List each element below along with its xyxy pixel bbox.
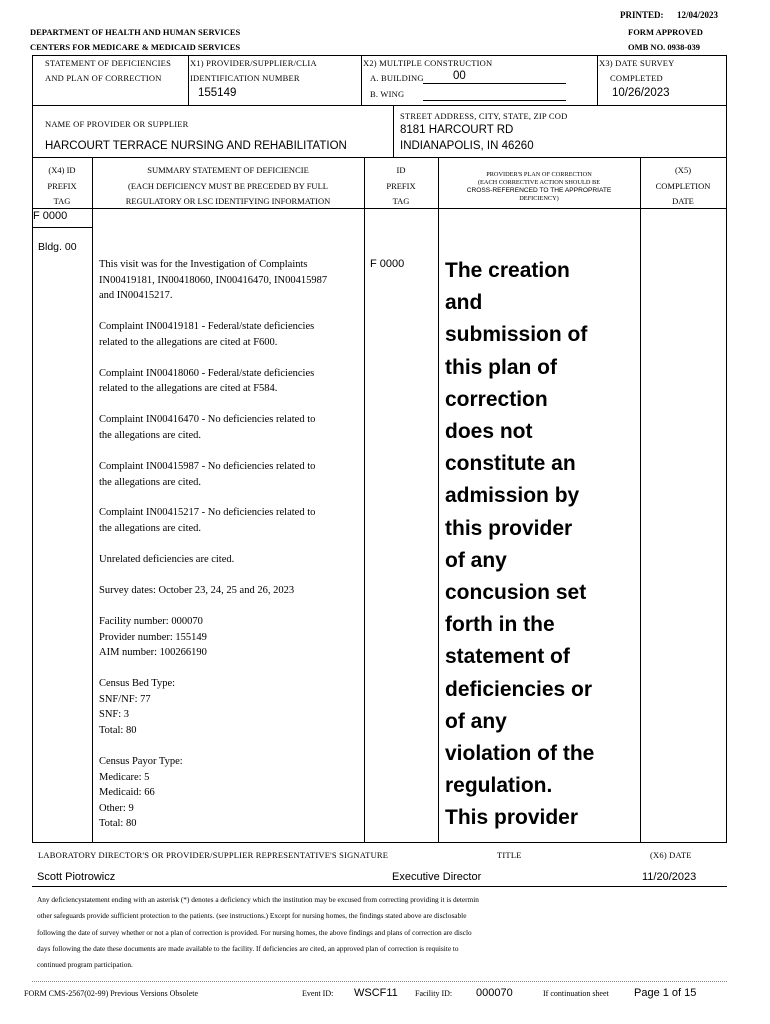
summary-line: Survey dates: October 23, 24, 25 and 26, 2023 (99, 585, 295, 597)
id-header: PREFIX (386, 181, 416, 191)
printed-date: 12/04/2023 (677, 10, 719, 20)
rule (32, 55, 33, 105)
rule (32, 227, 92, 228)
wing-label: B. WING (370, 89, 405, 99)
page-number: Page 1 of 15 (634, 987, 697, 999)
rule (32, 105, 33, 157)
summary-line: Facility number: 000070 (99, 616, 203, 628)
continuation-label: If continuation sheet (543, 989, 609, 998)
summary-line: Unrelated deficiencies are cited. (99, 554, 235, 566)
provider-id-value: 155149 (198, 87, 237, 99)
signature-label: LABORATORY DIRECTOR'S OR PROVIDER/SUPPLIER REPRESENTATIVE'S SIGNATURE (38, 850, 389, 860)
plan-line: submission of (445, 323, 588, 347)
building-underline (423, 83, 566, 84)
event-id-label: Event ID: (302, 989, 334, 998)
rule (438, 157, 439, 842)
plan-line: constitute an (445, 452, 576, 476)
summary-header: (EACH DEFICIENCY MUST BE PRECEDED BY FULL (128, 181, 328, 191)
rule (364, 157, 365, 842)
building-label: A. BUILDING (370, 73, 424, 83)
summary-line: Census Payor Type: (99, 755, 183, 767)
x1-label: IDENTIFICATION NUMBER (190, 73, 300, 83)
summary-line: Complaint IN00415217 - No deficiencies related to (99, 507, 316, 519)
plan-line: deficiencies or (445, 677, 593, 701)
rule (597, 55, 598, 105)
plan-line: concusion set (445, 581, 587, 605)
summary-line: Medicare: 5 (99, 771, 150, 783)
x3-label: X3) DATE SURVEY (599, 58, 675, 68)
summary-paragraph (99, 552, 361, 568)
summary-paragraph (99, 583, 361, 599)
summary-paragraph (99, 676, 361, 738)
summary-paragraph (99, 257, 361, 304)
summary-line: related to the allegations are cited at F584. (99, 383, 278, 395)
disclaimer-line: Any deficiencystatement ending with an asterisk (*) denotes a deficiency which the institution may be excused from correcting providing it is determin (37, 895, 479, 904)
plan-header: PROVIDER'S PLAN OF CORRECTION (486, 171, 592, 178)
summary-line: Total: 80 (99, 818, 137, 830)
plan-line: violation of the (445, 742, 595, 766)
rule (32, 105, 727, 106)
summary-line: the allegations are cited. (99, 429, 202, 441)
plan-line: of any (445, 709, 507, 733)
address-label: STREET ADDRESS, CITY, STATE, ZIP COD (400, 111, 568, 121)
id-header: ID (396, 165, 406, 175)
statement-label: STATEMENT OF DEFICIENCIES (45, 58, 172, 68)
x4-header: TAG (53, 196, 71, 206)
plan-line: forth in the (445, 613, 555, 637)
summary-line: AIM number: 100266190 (99, 647, 207, 659)
rule (32, 157, 33, 842)
plan-line: admission by (445, 484, 580, 508)
summary-line: Complaint IN00415987 - No deficiencies related to (99, 460, 316, 472)
survey-date-value: 10/26/2023 (612, 87, 670, 99)
centers-title: CENTERS FOR MEDICARE & MEDICAID SERVICES (30, 42, 241, 52)
rule (188, 55, 189, 105)
title-label: TITLE (497, 850, 522, 860)
building-tag: Bldg. 00 (38, 241, 77, 253)
plan-header: DEFICIENCY) (519, 195, 559, 202)
summary-line: SNF: 3 (99, 709, 130, 721)
plan-line: The creation (445, 259, 570, 282)
provider-name-value: HARCOURT TERRACE NURSING AND REHABILITATION (45, 140, 347, 152)
summary-line: the allegations are cited. (99, 523, 202, 535)
x5-header: DATE (672, 196, 694, 206)
event-id-value: WSCF11 (354, 987, 398, 999)
address-line2: INDIANAPOLIS, IN 46260 (400, 140, 534, 152)
rule (32, 55, 727, 56)
id-header: TAG (392, 196, 410, 206)
summary-statement (99, 257, 361, 847)
left-tag: F 0000 (33, 210, 68, 222)
summary-line: SNF/NF: 77 (99, 693, 151, 705)
plan-line: and (445, 291, 483, 315)
summary-line: Total: 80 (99, 724, 137, 736)
omb-number: OMB NO. 0938-039 (628, 42, 701, 52)
printed-label: PRINTED: (620, 10, 664, 20)
summary-line: Complaint IN00419181 - Federal/state deficiencies (99, 321, 315, 333)
plan-header: CROSS-REFERENCED TO THE APPROPRIATE (466, 187, 612, 194)
rule (92, 157, 93, 842)
x2-label: X2) MULTIPLE CONSTRUCTION (363, 58, 493, 68)
signer-title: Executive Director (392, 871, 482, 883)
disclaimer-line: continued program participation. (37, 960, 133, 970)
summary-paragraph (99, 319, 361, 350)
summary-paragraph (99, 459, 361, 490)
plan-line: correction (445, 387, 548, 411)
x4-header: PREFIX (47, 181, 77, 191)
building-value: 00 (453, 70, 466, 82)
plan-line: This provider (445, 806, 579, 830)
summary-paragraph (99, 505, 361, 536)
x4-header: (X4) ID (48, 165, 76, 175)
statement-label: AND PLAN OF CORRECTION (45, 73, 162, 83)
rule (726, 55, 727, 105)
summary-line: the allegations are cited. (99, 476, 202, 488)
right-tag: F 0000 (370, 258, 405, 270)
disclaimer-line: days following the date these documents are made available to the facility. If deficiencies are cited, an approved plan of correction is requisite to (37, 943, 459, 953)
facility-id-value: 000070 (476, 987, 513, 999)
plan-header: (EACH CORRECTIVE ACTION SHOULD BE (477, 179, 601, 186)
rule (393, 105, 394, 157)
address-line1: 8181 HARCOURT RD (400, 124, 514, 136)
summary-line: related to the allegations are cited at F600. (99, 336, 278, 348)
facility-id-label: Facility ID: (415, 989, 453, 998)
form-number: FORM CMS-2567(02-99) Previous Versions Obsolete (24, 989, 199, 998)
date-label: (X6) DATE (650, 850, 692, 860)
x5-header: COMPLETION (655, 181, 711, 191)
disclaimer-line: other safeguards provide sufficient protection to the patients. (see instructions.) Except for nursing homes, the findings stated above are disclosable (37, 911, 467, 921)
plan-line: does not (445, 420, 533, 444)
summary-line: Complaint IN00416470 - No deficiencies related to (99, 414, 316, 426)
plan-line: regulation. (445, 774, 553, 798)
plan-line: of any (445, 548, 507, 572)
wing-underline (423, 100, 566, 101)
rule (361, 55, 362, 105)
summary-paragraph (99, 754, 361, 832)
plan-line: this provider (445, 516, 573, 540)
summary-line: Medicaid: 66 (99, 787, 155, 799)
plan-of-correction (445, 255, 720, 835)
summary-header: SUMMARY STATEMENT OF DEFICIENCIE (147, 165, 309, 175)
summary-line: This visit was for the Investigation of Complaints (99, 259, 308, 270)
summary-line: Census Bed Type: (99, 678, 176, 690)
provider-name-label: NAME OF PROVIDER OR SUPPLIER (45, 119, 189, 129)
signature-date: 11/20/2023 (642, 871, 697, 883)
rule (32, 981, 727, 982)
department-title: DEPARTMENT OF HEALTH AND HUMAN SERVICES (30, 27, 241, 37)
rule (32, 157, 727, 158)
disclaimer-line: following the date of survey whether or not a plan of correction is provided. For nursing homes, the above findings and plans of correction are disclo (37, 927, 472, 937)
summary-paragraph (99, 614, 361, 661)
summary-line: Other: 9 (99, 802, 134, 814)
disclaimer (37, 892, 737, 973)
summary-line: Provider number: 155149 (99, 631, 207, 643)
x5-header: (X5) (674, 165, 692, 175)
summary-line: and IN00415217. (99, 290, 173, 302)
summary-line: Complaint IN00418060 - Federal/state deficiencies (99, 367, 315, 379)
x3-label: COMPLETED (610, 73, 663, 83)
rule (32, 208, 727, 209)
signer-name: Scott Piotrowicz (37, 871, 116, 883)
rule (726, 105, 727, 157)
x1-label: X1) PROVIDER/SUPPLIER/CLIA (190, 58, 317, 68)
summary-header: REGULATORY OR LSC IDENTIFYING INFORMATION (125, 196, 331, 206)
plan-line: statement of (445, 645, 570, 669)
rule (726, 157, 727, 842)
form-approved: FORM APPROVED (628, 27, 703, 37)
plan-line: this plan of (445, 355, 557, 379)
rule (32, 886, 727, 887)
summary-paragraph (99, 412, 361, 443)
summary-line: IN00419181, IN00418060, IN00416470, IN00415987 (99, 274, 328, 286)
summary-paragraph (99, 366, 361, 397)
